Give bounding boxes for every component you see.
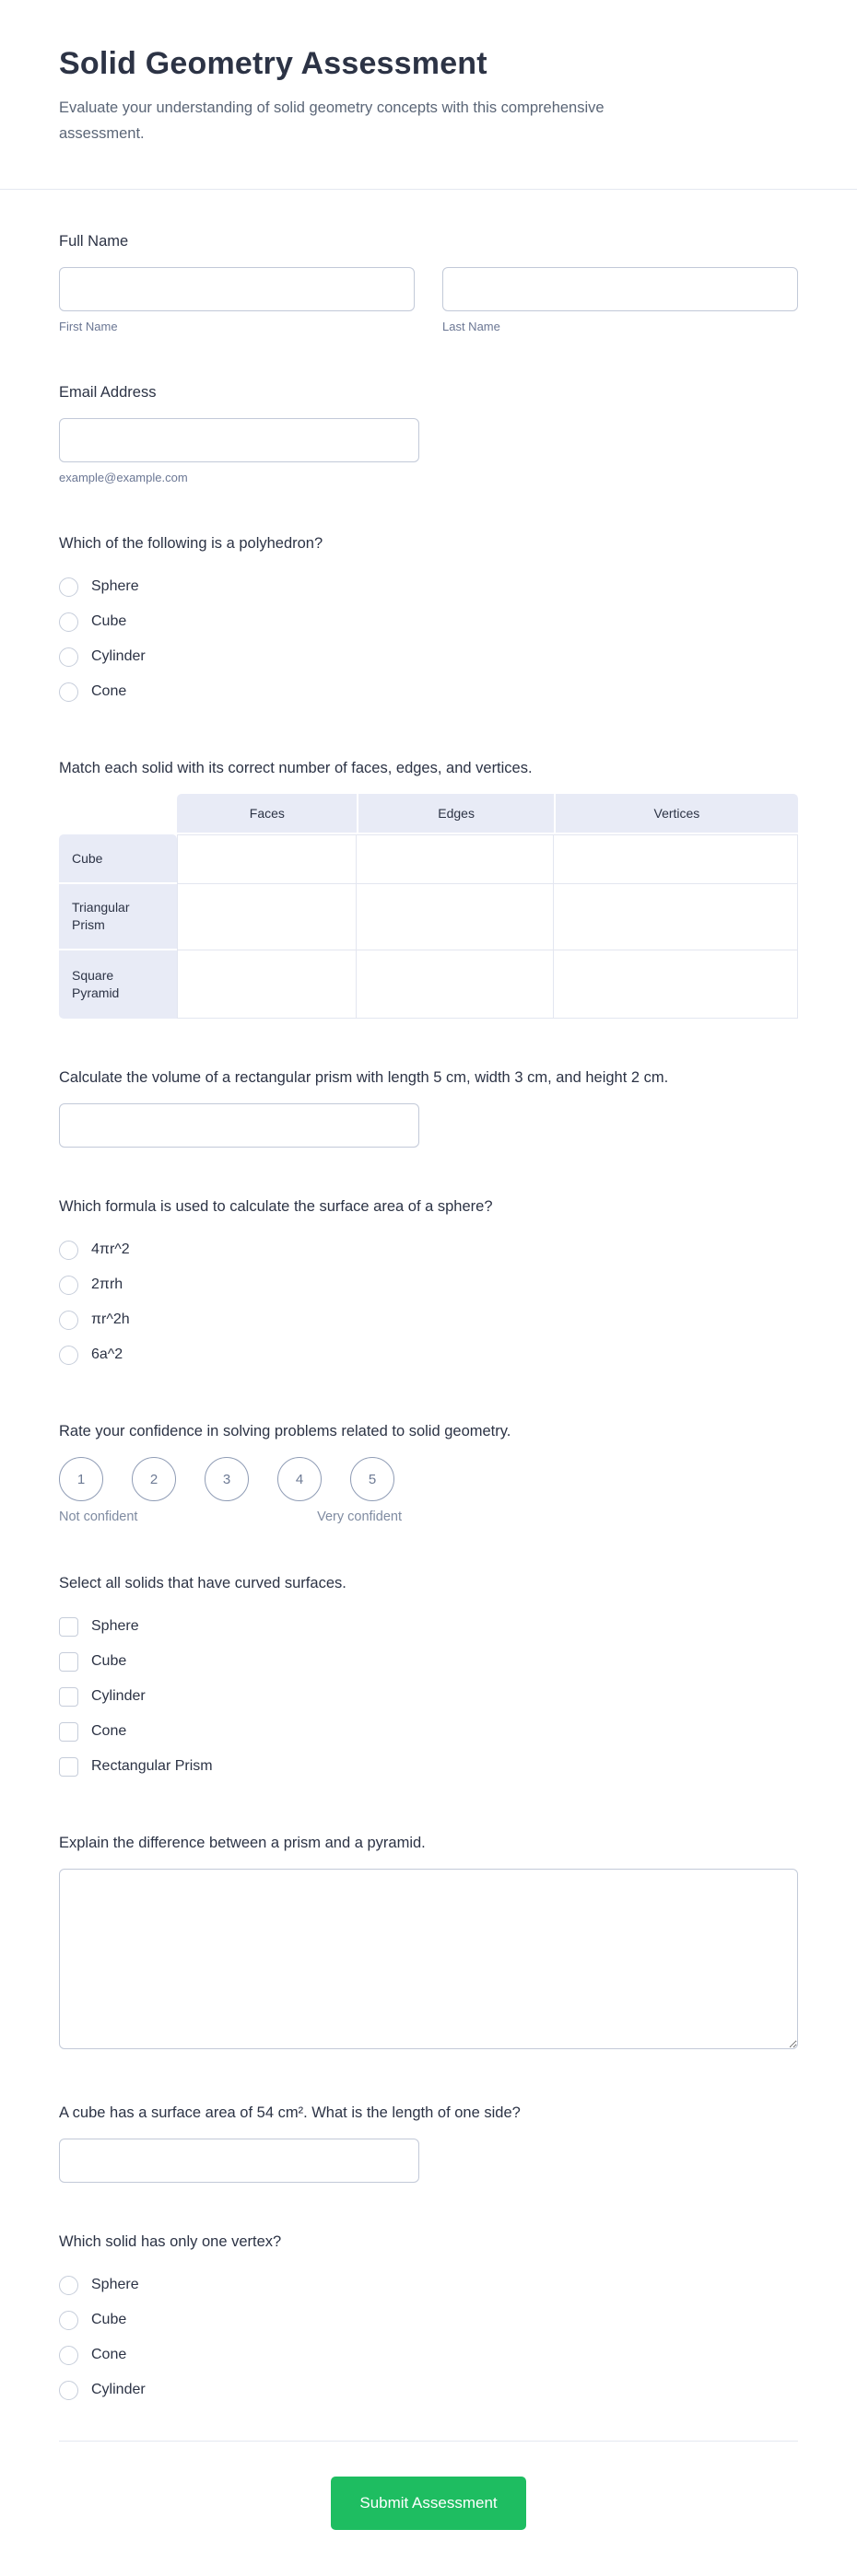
option-label: Cylinder [91, 648, 146, 664]
question-label: A cube has a surface area of 54 cm². What is the length of one side? [59, 2104, 521, 2121]
row-header-cube: Cube [59, 834, 177, 884]
form-header [0, 0, 857, 190]
question-polyhedron [59, 532, 798, 709]
question-email [59, 381, 798, 484]
column-header-faces: Faces [177, 794, 357, 834]
checkbox-icon[interactable] [59, 1757, 78, 1777]
radio-option-cone[interactable] [59, 2337, 798, 2372]
checkbox-option-sphere[interactable] [59, 1609, 798, 1644]
option-label: 4πr^2 [91, 1241, 130, 1257]
question-label: Select all solids that have curved surfaces. [59, 1575, 346, 1591]
matrix-cell[interactable] [554, 950, 798, 1019]
scale-labels [59, 1509, 402, 1524]
option-label: Cylinder [91, 2382, 146, 2397]
column-header-vertices: Vertices [554, 794, 798, 834]
question-label: Which formula is used to calculate the surface area of a sphere? [59, 1198, 493, 1215]
table-row [59, 950, 798, 1019]
scale-option-3[interactable]: 3 [205, 1457, 249, 1501]
last-name-input[interactable] [442, 267, 798, 311]
option-label: Cylinder [91, 1688, 146, 1704]
option-label: Sphere [91, 2277, 139, 2292]
scale-option-2[interactable]: 2 [132, 1457, 176, 1501]
first-name-column [59, 267, 415, 333]
checkbox-icon[interactable] [59, 1617, 78, 1637]
row-header-square-pyramid: Square Pyramid [59, 950, 177, 1019]
question-label: Explain the difference between a prism and a pyramid. [59, 1835, 426, 1851]
option-label: Cube [91, 1653, 127, 1669]
form-subtitle: Evaluate your understanding of solid geometry concepts with this comprehensive assessment. [59, 99, 605, 142]
last-name-sublabel: Last Name [442, 320, 500, 333]
question-full-name [59, 230, 798, 333]
radio-circle-icon[interactable] [59, 2311, 78, 2330]
question-label: Email Address [59, 384, 157, 401]
radio-option-cube[interactable] [59, 604, 798, 639]
first-name-sublabel: First Name [59, 320, 118, 333]
radio-circle-icon[interactable] [59, 2381, 78, 2400]
option-label: 2πrh [91, 1276, 123, 1292]
radio-circle-icon[interactable] [59, 577, 78, 597]
table-row [59, 884, 798, 950]
cube-side-answer-input[interactable] [59, 2139, 419, 2183]
radio-option-pir2h[interactable] [59, 1302, 798, 1337]
scale-option-5[interactable]: 5 [350, 1457, 394, 1501]
form-footer [59, 2441, 798, 2576]
question-label: Which solid has only one vertex? [59, 2233, 282, 2250]
matrix-cell[interactable] [554, 884, 798, 950]
option-label: Rectangular Prism [91, 1758, 213, 1774]
question-sphere-formula [59, 1195, 798, 1372]
radio-circle-icon[interactable] [59, 1346, 78, 1365]
volume-answer-input[interactable] [59, 1103, 419, 1148]
option-label: Cone [91, 1723, 127, 1739]
question-label: Which of the following is a polyhedron? [59, 535, 323, 552]
matrix-cell[interactable] [177, 834, 357, 884]
matching-table [59, 794, 798, 1019]
submit-button[interactable]: Submit Assessment [331, 2477, 525, 2530]
question-label: Rate your confidence in solving problems related to solid geometry. [59, 1423, 511, 1440]
checkbox-icon[interactable] [59, 1687, 78, 1707]
radio-circle-icon[interactable] [59, 612, 78, 632]
matrix-cell[interactable] [357, 834, 553, 884]
radio-circle-icon[interactable] [59, 647, 78, 667]
checkbox-option-cone[interactable] [59, 1714, 798, 1749]
checkbox-icon[interactable] [59, 1652, 78, 1672]
checkbox-option-cube[interactable] [59, 1644, 798, 1679]
radio-circle-icon[interactable] [59, 1276, 78, 1295]
last-name-column [442, 267, 798, 333]
option-label: Cube [91, 613, 127, 629]
radio-circle-icon[interactable] [59, 1311, 78, 1330]
question-cube-side [59, 2102, 798, 2183]
radio-option-cone[interactable] [59, 674, 798, 709]
radio-option-cube[interactable] [59, 2302, 798, 2337]
radio-option-2pirh[interactable] [59, 1267, 798, 1302]
question-match-table [59, 757, 798, 1019]
option-label: Cube [91, 2312, 127, 2327]
table-row [59, 834, 798, 884]
radio-option-sphere[interactable] [59, 2267, 798, 2302]
form-title: Solid Geometry Assessment [59, 46, 487, 81]
matrix-cell[interactable] [177, 884, 357, 950]
option-label: Sphere [91, 578, 139, 594]
radio-option-cylinder[interactable] [59, 2372, 798, 2407]
explanation-textarea[interactable] [59, 1869, 798, 2049]
radio-circle-icon[interactable] [59, 1241, 78, 1260]
option-label: Cone [91, 683, 127, 699]
question-one-vertex [59, 2231, 798, 2407]
option-label: Sphere [91, 1618, 139, 1634]
name-grid [59, 267, 798, 333]
radio-option-4pir2[interactable] [59, 1232, 798, 1267]
radio-option-sphere[interactable] [59, 569, 798, 604]
question-label: Match each solid with its correct number of faces, edges, and vertices. [59, 760, 533, 776]
matrix-cell[interactable] [554, 834, 798, 884]
email-sublabel: example@example.com [59, 471, 188, 484]
radio-circle-icon[interactable] [59, 2346, 78, 2365]
scale-right-label: Very confident [317, 1509, 402, 1524]
scale-left-label: Not confident [59, 1509, 138, 1524]
checkbox-option-rectangular-prism[interactable] [59, 1749, 798, 1784]
option-label: πr^2h [91, 1311, 130, 1327]
radio-circle-icon[interactable] [59, 2276, 78, 2295]
scale-option-4[interactable]: 4 [277, 1457, 322, 1501]
matrix-cell[interactable] [357, 884, 553, 950]
matrix-cell[interactable] [177, 950, 357, 1019]
question-label: Full Name [59, 233, 129, 250]
row-header-triangular-prism: Triangular Prism [59, 884, 177, 950]
radio-circle-icon[interactable] [59, 682, 78, 702]
email-input[interactable] [59, 418, 419, 462]
question-prism-vs-pyramid [59, 1832, 798, 2054]
scale-circles [59, 1457, 798, 1501]
radio-option-6a2[interactable] [59, 1337, 798, 1372]
option-label: Cone [91, 2347, 127, 2362]
matrix-cell[interactable] [357, 950, 553, 1019]
question-curved-surfaces [59, 1572, 798, 1784]
scale-option-1[interactable]: 1 [59, 1457, 103, 1501]
radio-option-cylinder[interactable] [59, 639, 798, 674]
form-body [0, 190, 857, 2576]
question-confidence-scale [59, 1420, 798, 1524]
option-label: 6a^2 [91, 1346, 123, 1362]
question-volume [59, 1067, 798, 1148]
checkbox-option-cylinder[interactable] [59, 1679, 798, 1714]
column-header-edges: Edges [357, 794, 553, 834]
first-name-input[interactable] [59, 267, 415, 311]
checkbox-icon[interactable] [59, 1722, 78, 1742]
question-label: Calculate the volume of a rectangular prism with length 5 cm, width 3 cm, and height 2 cm. [59, 1069, 669, 1086]
table-corner-cell [59, 794, 177, 834]
